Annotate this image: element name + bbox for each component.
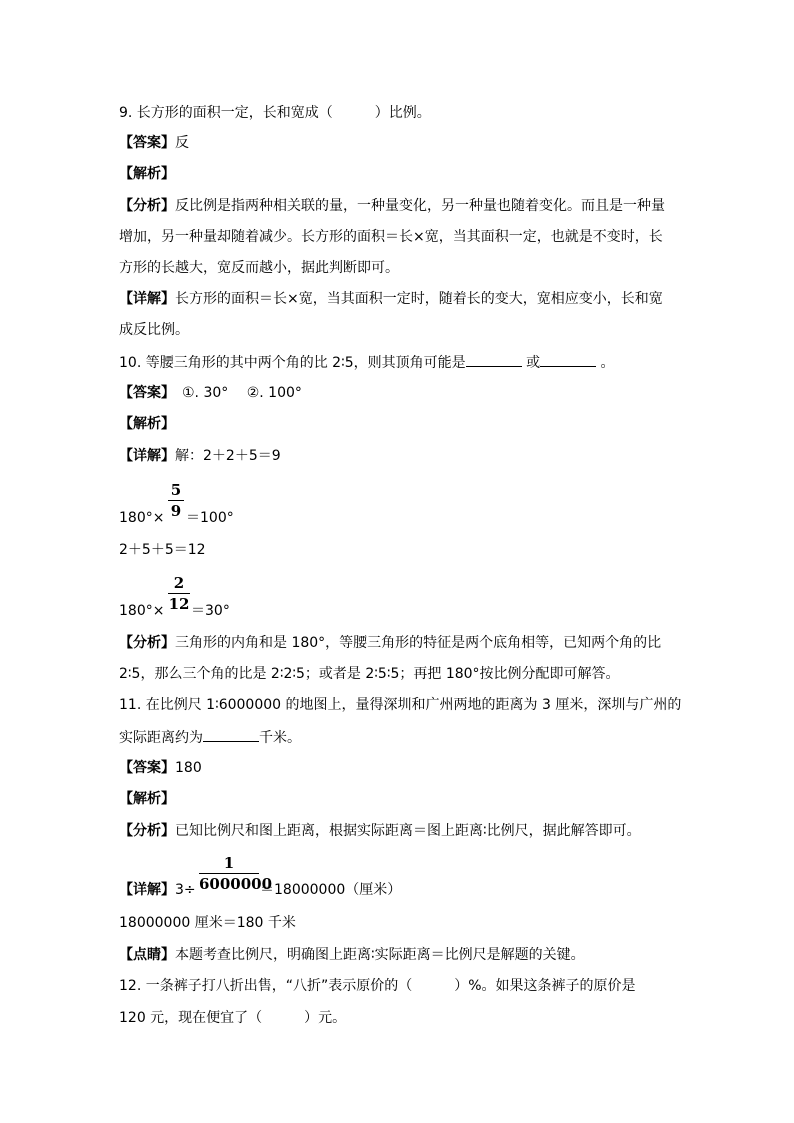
q11-xiangjie-row (119, 880, 196, 900)
q10-fenxi-row (119, 633, 661, 653)
xiangjie-tag: 【详解】 (119, 291, 175, 307)
q10-jiexi-tag: 【解析】 (119, 416, 175, 432)
fraction-numerator: 1 (223, 854, 235, 872)
fraction-numerator: 2 (173, 574, 185, 592)
q10-or: 或 (521, 355, 541, 371)
fraction-denominator: 6000000 (199, 875, 273, 893)
q10-answer: ①. 30° ②. 100° (168, 385, 302, 401)
q11-unit: 千米。 (259, 730, 301, 746)
answer-tag: 【答案】 (119, 135, 175, 151)
fraction-bar (168, 593, 190, 594)
q10-calc3-right: ＝30° (191, 603, 230, 619)
q10-fenxi-line2: 2∶5，那么三个角的比是 2∶2∶5；或者是 2∶5∶5；再把 180°按比例分配即可解答。 (119, 666, 620, 682)
fraction-numerator: 5 (170, 481, 182, 499)
q10-xiangjie-line1: 解：2＋2＋5＝9 (175, 448, 281, 464)
q11-answer: 180 (175, 760, 202, 776)
answer-tag: 【答案】 (119, 385, 168, 401)
q12-line1: 12. 一条裤子打八折出售，“八折”表示原价的（ ）%。如果这条裤子的原价是 (119, 978, 636, 994)
q9-jiexi-tag: 【解析】 (119, 166, 175, 182)
q11-calc2: 18000000 厘米＝180 千米 (119, 915, 296, 931)
q10-question (119, 352, 615, 373)
q9-fenxi-line1: 反比例是指两种相关联的量，一种量变化，另一种量也随着变化。而且是一种量 (175, 198, 665, 214)
answer-blank (466, 352, 522, 367)
fenxi-tag: 【分析】 (119, 823, 175, 839)
fraction-1-6000000 (199, 854, 273, 893)
fraction-bar (168, 500, 184, 501)
answer-tag: 【答案】 (119, 760, 175, 776)
q9-xiangjie-line2: 成反比例。 (119, 322, 189, 338)
q9-xiangjie-row (119, 289, 663, 309)
q10-question-text: 10. 等腰三角形的其中两个角的比 2∶5，则其顶角可能是 (119, 355, 466, 371)
q9-answer: 反 (175, 135, 189, 151)
q9-fenxi-line2: 增加，另一种量却随着减少。长方形的面积＝长×宽，当其面积一定，也就是不变时，长 (119, 229, 663, 245)
fraction-denominator: 12 (168, 595, 190, 613)
fenxi-tag: 【分析】 (119, 198, 175, 214)
fenxi-tag: 【分析】 (119, 635, 175, 651)
q11-fenxi-row (119, 821, 641, 841)
q10-calc3-left: 180°× (119, 603, 165, 619)
q11-dianjing: 本题考查比例尺，明确图上距离∶实际距离＝比例尺是解题的关键。 (175, 947, 585, 963)
dianjing-tag: 【点睛】 (119, 947, 175, 963)
fraction-2-12 (168, 574, 190, 613)
q10-calc2: 2＋5＋5＝12 (119, 542, 206, 558)
q10-calc1-left: 180°× (119, 510, 165, 526)
q11-fenxi-line1: 已知比例尺和图上距离，根据实际距离＝图上距离∶比例尺，据此解答即可。 (175, 823, 641, 839)
q11-calc-right: ＝18000000（厘米） (260, 882, 402, 898)
q11-answer-row (119, 758, 202, 778)
fraction-denominator: 9 (170, 502, 182, 520)
answer-blank (540, 352, 596, 367)
xiangjie-tag: 【详解】 (119, 882, 175, 898)
q9-fenxi-row (119, 196, 665, 216)
q11-dianjing-row (119, 945, 585, 965)
q11-calc-left: 3÷ (175, 882, 196, 898)
q11-question-line1: 11. 在比例尺 1∶6000000 的地图上，量得深圳和广州两地的距离为 3 厘米，深圳与广州的 (119, 697, 682, 713)
q10-calc1-right: ＝100° (186, 510, 234, 526)
q9-xiangjie-line1: 长方形的面积＝长×宽，当其面积一定时，随着长的变大，宽相应变小，长和宽 (175, 291, 663, 307)
q10-fenxi-line1: 三角形的内角和是 180°，等腰三角形的特征是两个底角相等，已知两个角的比 (175, 635, 662, 651)
q11-question-line2 (119, 727, 301, 748)
q12-line2: 120 元，现在便宜了（ ）元。 (119, 1010, 347, 1026)
q9-fenxi-line3: 方形的长越大，宽反而越小，据此判断即可。 (119, 260, 399, 276)
q10-xiangjie-row (119, 446, 281, 466)
q11-question-text: 实际距离约为 (119, 730, 203, 746)
q9-question: 9. 长方形的面积一定，长和宽成（ ）比例。 (119, 105, 431, 121)
q10-end: 。 (596, 355, 615, 371)
q9-answer-row (119, 133, 189, 153)
fraction-bar (199, 873, 259, 874)
q10-answer-row (119, 383, 302, 403)
xiangjie-tag: 【详解】 (119, 448, 175, 464)
fraction-5-9 (168, 481, 184, 520)
q11-jiexi-tag: 【解析】 (119, 791, 175, 807)
answer-blank (203, 727, 259, 742)
